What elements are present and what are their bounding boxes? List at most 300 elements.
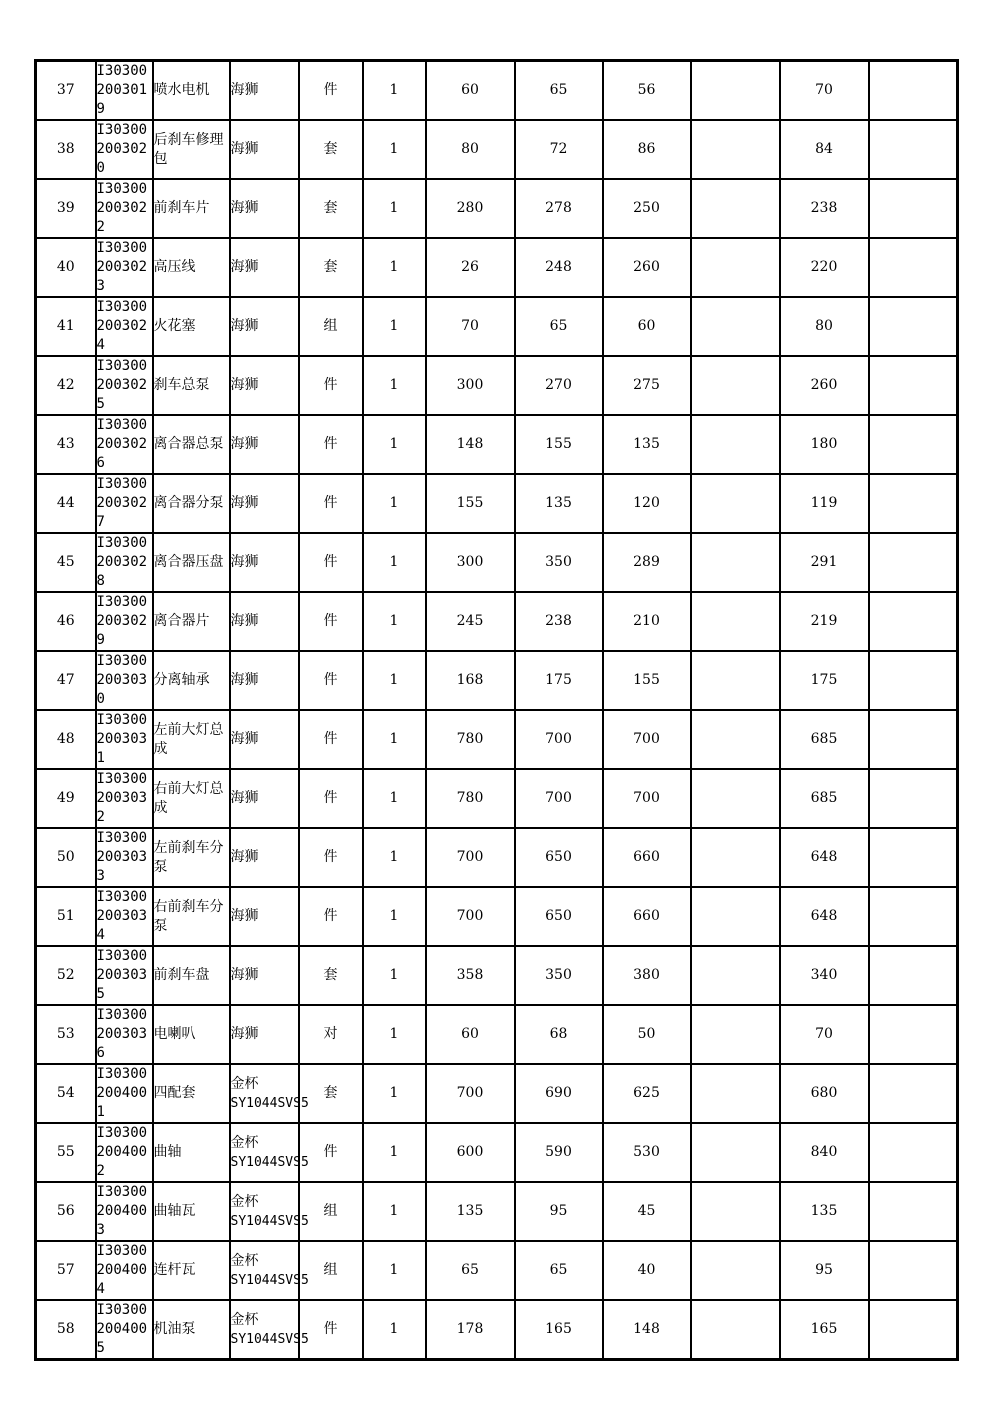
cell-part-name: 喷水电机 — [153, 61, 230, 121]
cell-unit: 组 — [299, 1182, 363, 1241]
cell-price-3: 625 — [603, 1064, 691, 1123]
cell-price-4 — [691, 415, 780, 474]
cell-index: 39 — [36, 179, 96, 238]
cell-index: 46 — [36, 592, 96, 651]
cell-price-2: 175 — [515, 651, 603, 710]
table-row — [36, 1005, 958, 1064]
table-body — [36, 61, 958, 1360]
cell-unit: 组 — [299, 297, 363, 356]
cell-price-4 — [691, 651, 780, 710]
cell-index: 56 — [36, 1182, 96, 1241]
cell-brand — [230, 1123, 309, 1182]
cell-price-5: 840 — [780, 1123, 869, 1182]
cell-brand — [230, 415, 299, 474]
cell-price-3: 700 — [603, 769, 691, 828]
cell-price-6 — [869, 1123, 958, 1182]
cell-brand — [230, 1064, 309, 1123]
cell-code: I303002004003 — [96, 1182, 153, 1241]
cell-brand — [230, 1005, 299, 1064]
cell-index: 51 — [36, 887, 96, 946]
cell-price-2: 68 — [515, 1005, 603, 1064]
cell-price-3: 135 — [603, 415, 691, 474]
cell-price-5: 70 — [780, 61, 869, 121]
cell-part-name: 离合器分泵 — [153, 474, 230, 533]
cell-price-2: 165 — [515, 1300, 603, 1360]
cell-part-name: 前刹车片 — [153, 179, 230, 238]
cell-price-4 — [691, 828, 780, 887]
brand-name: 海狮 — [230, 436, 259, 452]
cell-quantity: 1 — [363, 474, 426, 533]
cell-unit: 套 — [299, 120, 363, 179]
cell-part-name: 高压线 — [153, 238, 230, 297]
cell-quantity: 1 — [363, 356, 426, 415]
cell-price-6 — [869, 828, 958, 887]
cell-quantity: 1 — [363, 1241, 426, 1300]
table-row — [36, 828, 958, 887]
cell-code: I303002003019 — [96, 61, 153, 121]
cell-price-2: 155 — [515, 415, 603, 474]
table-row — [36, 297, 958, 356]
cell-price-3: 289 — [603, 533, 691, 592]
cell-unit: 件 — [299, 828, 363, 887]
cell-quantity: 1 — [363, 297, 426, 356]
cell-price-6 — [869, 710, 958, 769]
cell-price-4 — [691, 592, 780, 651]
cell-quantity: 1 — [363, 710, 426, 769]
cell-price-6 — [869, 61, 958, 121]
cell-quantity: 1 — [363, 179, 426, 238]
cell-price-3: 148 — [603, 1300, 691, 1360]
cell-part-name: 机油泵 — [153, 1300, 230, 1360]
table-row — [36, 474, 958, 533]
cell-unit: 对 — [299, 1005, 363, 1064]
table-row — [36, 356, 958, 415]
brand-name: 海狮 — [230, 1026, 259, 1042]
cell-price-1: 700 — [426, 887, 515, 946]
table-row — [36, 1123, 958, 1182]
cell-quantity: 1 — [363, 61, 426, 121]
cell-code: I303002004005 — [96, 1300, 153, 1360]
cell-quantity: 1 — [363, 120, 426, 179]
cell-code: I303002003026 — [96, 415, 153, 474]
cell-price-5: 219 — [780, 592, 869, 651]
table-row — [36, 1241, 958, 1300]
cell-brand — [230, 61, 299, 121]
cell-price-2: 248 — [515, 238, 603, 297]
cell-quantity: 1 — [363, 651, 426, 710]
cell-price-4 — [691, 769, 780, 828]
cell-brand — [230, 356, 299, 415]
cell-part-name: 前刹车盘 — [153, 946, 230, 1005]
cell-quantity: 1 — [363, 1123, 426, 1182]
brand-name: 海狮 — [230, 495, 259, 511]
cell-index: 37 — [36, 61, 96, 121]
brand-name: 海狮 — [230, 613, 259, 629]
cell-brand — [230, 1241, 309, 1300]
cell-price-6 — [869, 1064, 958, 1123]
cell-price-5: 135 — [780, 1182, 869, 1241]
brand-name: 海狮 — [230, 790, 259, 806]
cell-price-5: 165 — [780, 1300, 869, 1360]
cell-brand — [230, 887, 299, 946]
cell-price-3: 50 — [603, 1005, 691, 1064]
brand-name: 金杯 — [230, 1311, 259, 1328]
cell-unit: 件 — [299, 356, 363, 415]
cell-part-name: 左前刹车分泵 — [153, 828, 230, 887]
cell-price-1: 70 — [426, 297, 515, 356]
table-row — [36, 415, 958, 474]
cell-index: 57 — [36, 1241, 96, 1300]
cell-price-6 — [869, 356, 958, 415]
cell-price-5: 685 — [780, 710, 869, 769]
cell-unit: 件 — [299, 1123, 363, 1182]
cell-quantity: 1 — [363, 1300, 426, 1360]
cell-index: 44 — [36, 474, 96, 533]
cell-part-name: 分离轴承 — [153, 651, 230, 710]
cell-index: 48 — [36, 710, 96, 769]
cell-brand — [230, 474, 299, 533]
cell-brand — [230, 592, 299, 651]
cell-code: I303002003023 — [96, 238, 153, 297]
cell-code: I303002003024 — [96, 297, 153, 356]
cell-price-4 — [691, 179, 780, 238]
cell-index: 43 — [36, 415, 96, 474]
cell-price-6 — [869, 1300, 958, 1360]
cell-price-3: 275 — [603, 356, 691, 415]
brand-name: 海狮 — [230, 141, 259, 157]
cell-quantity: 1 — [363, 1005, 426, 1064]
cell-price-3: 700 — [603, 710, 691, 769]
table-row — [36, 1182, 958, 1241]
cell-price-5: 84 — [780, 120, 869, 179]
cell-price-2: 650 — [515, 828, 603, 887]
brand-name: 海狮 — [230, 908, 259, 924]
cell-part-name: 左前大灯总成 — [153, 710, 230, 769]
cell-quantity: 1 — [363, 533, 426, 592]
table-row — [36, 651, 958, 710]
cell-part-name: 曲轴 — [153, 1123, 230, 1182]
cell-unit: 套 — [299, 946, 363, 1005]
cell-unit: 件 — [299, 651, 363, 710]
cell-brand — [230, 946, 299, 1005]
cell-price-6 — [869, 946, 958, 1005]
cell-price-1: 155 — [426, 474, 515, 533]
cell-brand — [230, 769, 299, 828]
cell-index: 38 — [36, 120, 96, 179]
brand-name: 海狮 — [230, 731, 259, 747]
cell-price-5: 260 — [780, 356, 869, 415]
table-row — [36, 61, 958, 121]
cell-price-1: 168 — [426, 651, 515, 710]
cell-price-1: 80 — [426, 120, 515, 179]
cell-price-5: 238 — [780, 179, 869, 238]
cell-brand — [230, 710, 299, 769]
cell-part-name: 电喇叭 — [153, 1005, 230, 1064]
cell-price-5: 119 — [780, 474, 869, 533]
cell-price-5: 680 — [780, 1064, 869, 1123]
brand-name: 海狮 — [230, 259, 259, 275]
cell-code: I303002004002 — [96, 1123, 153, 1182]
cell-price-6 — [869, 120, 958, 179]
cell-price-6 — [869, 1005, 958, 1064]
cell-price-6 — [869, 297, 958, 356]
cell-price-4 — [691, 1005, 780, 1064]
cell-price-6 — [869, 651, 958, 710]
brand-name: 金杯 — [230, 1252, 259, 1269]
cell-price-2: 65 — [515, 297, 603, 356]
cell-price-1: 65 — [426, 1241, 515, 1300]
cell-brand — [230, 651, 299, 710]
cell-price-4 — [691, 1241, 780, 1300]
cell-price-4 — [691, 356, 780, 415]
cell-quantity: 1 — [363, 946, 426, 1005]
cell-price-3: 60 — [603, 297, 691, 356]
cell-price-6 — [869, 769, 958, 828]
cell-unit: 件 — [299, 533, 363, 592]
cell-price-5: 175 — [780, 651, 869, 710]
cell-price-2: 72 — [515, 120, 603, 179]
cell-price-4 — [691, 120, 780, 179]
brand-name: 海狮 — [230, 967, 259, 983]
cell-price-1: 148 — [426, 415, 515, 474]
cell-price-5: 180 — [780, 415, 869, 474]
cell-price-5: 685 — [780, 769, 869, 828]
brand-model: SY1044SVS5 — [230, 1272, 309, 1288]
cell-price-4 — [691, 887, 780, 946]
cell-price-6 — [869, 179, 958, 238]
cell-brand — [230, 533, 299, 592]
cell-unit: 件 — [299, 415, 363, 474]
cell-price-5: 648 — [780, 828, 869, 887]
cell-part-name: 右前大灯总成 — [153, 769, 230, 828]
cell-index: 45 — [36, 533, 96, 592]
cell-code: I303002004001 — [96, 1064, 153, 1123]
cell-price-3: 260 — [603, 238, 691, 297]
cell-price-1: 600 — [426, 1123, 515, 1182]
cell-price-3: 660 — [603, 828, 691, 887]
cell-brand — [230, 179, 299, 238]
cell-part-name: 离合器总泵 — [153, 415, 230, 474]
cell-index: 40 — [36, 238, 96, 297]
table-row — [36, 120, 958, 179]
cell-brand — [230, 828, 299, 887]
cell-price-2: 690 — [515, 1064, 603, 1123]
cell-index: 54 — [36, 1064, 96, 1123]
cell-code: I303002003035 — [96, 946, 153, 1005]
cell-part-name: 刹车总泵 — [153, 356, 230, 415]
cell-code: I303002003027 — [96, 474, 153, 533]
cell-price-3: 120 — [603, 474, 691, 533]
cell-price-1: 60 — [426, 1005, 515, 1064]
cell-code: I303002003022 — [96, 179, 153, 238]
cell-price-6 — [869, 1241, 958, 1300]
cell-price-2: 700 — [515, 710, 603, 769]
cell-price-1: 245 — [426, 592, 515, 651]
cell-index: 52 — [36, 946, 96, 1005]
brand-model: SY1044SVS5 — [230, 1095, 309, 1111]
cell-unit: 套 — [299, 1064, 363, 1123]
cell-quantity: 1 — [363, 238, 426, 297]
cell-part-name: 右前刹车分泵 — [153, 887, 230, 946]
cell-price-2: 350 — [515, 946, 603, 1005]
cell-price-1: 700 — [426, 828, 515, 887]
cell-unit: 件 — [299, 474, 363, 533]
cell-part-name: 四配套 — [153, 1064, 230, 1123]
brand-name: 海狮 — [230, 82, 259, 98]
cell-price-4 — [691, 946, 780, 1005]
cell-code: I303002003020 — [96, 120, 153, 179]
cell-price-5: 220 — [780, 238, 869, 297]
cell-price-1: 26 — [426, 238, 515, 297]
cell-code: I303002004004 — [96, 1241, 153, 1300]
cell-code: I303002003031 — [96, 710, 153, 769]
cell-quantity: 1 — [363, 592, 426, 651]
brand-name: 海狮 — [230, 200, 259, 216]
cell-price-4 — [691, 1182, 780, 1241]
cell-code: I303002003034 — [96, 887, 153, 946]
cell-price-6 — [869, 474, 958, 533]
cell-price-2: 65 — [515, 1241, 603, 1300]
cell-part-name: 火花塞 — [153, 297, 230, 356]
table-row — [36, 710, 958, 769]
cell-price-1: 178 — [426, 1300, 515, 1360]
cell-unit: 套 — [299, 238, 363, 297]
cell-index: 47 — [36, 651, 96, 710]
cell-price-6 — [869, 1182, 958, 1241]
brand-model: SY1044SVS5 — [230, 1154, 309, 1170]
brand-name: 海狮 — [230, 377, 259, 393]
cell-price-5: 291 — [780, 533, 869, 592]
cell-price-2: 278 — [515, 179, 603, 238]
cell-price-4 — [691, 61, 780, 121]
cell-code: I303002003025 — [96, 356, 153, 415]
cell-code: I303002003029 — [96, 592, 153, 651]
cell-price-3: 530 — [603, 1123, 691, 1182]
cell-price-3: 56 — [603, 61, 691, 121]
brand-name: 海狮 — [230, 849, 259, 865]
cell-price-4 — [691, 1123, 780, 1182]
cell-index: 50 — [36, 828, 96, 887]
price-table — [34, 59, 959, 1361]
cell-price-2: 590 — [515, 1123, 603, 1182]
cell-price-1: 300 — [426, 533, 515, 592]
cell-price-1: 300 — [426, 356, 515, 415]
cell-price-4 — [691, 533, 780, 592]
table-row — [36, 238, 958, 297]
cell-price-2: 270 — [515, 356, 603, 415]
cell-index: 49 — [36, 769, 96, 828]
cell-code: I303002003030 — [96, 651, 153, 710]
cell-brand — [230, 238, 299, 297]
cell-index: 41 — [36, 297, 96, 356]
cell-price-4 — [691, 1064, 780, 1123]
cell-brand — [230, 1182, 309, 1241]
brand-name: 海狮 — [230, 554, 259, 570]
cell-price-3: 380 — [603, 946, 691, 1005]
cell-price-4 — [691, 1300, 780, 1360]
cell-price-5: 648 — [780, 887, 869, 946]
cell-quantity: 1 — [363, 1064, 426, 1123]
cell-index: 53 — [36, 1005, 96, 1064]
table-row — [36, 1300, 958, 1360]
cell-price-4 — [691, 297, 780, 356]
cell-price-1: 60 — [426, 61, 515, 121]
cell-unit: 件 — [299, 769, 363, 828]
cell-code: I303002003028 — [96, 533, 153, 592]
cell-part-name: 离合器片 — [153, 592, 230, 651]
cell-index: 42 — [36, 356, 96, 415]
cell-quantity: 1 — [363, 415, 426, 474]
brand-name: 金杯 — [230, 1075, 259, 1092]
cell-index: 55 — [36, 1123, 96, 1182]
brand-name: 海狮 — [230, 672, 259, 688]
cell-price-5: 70 — [780, 1005, 869, 1064]
cell-price-1: 700 — [426, 1064, 515, 1123]
cell-price-5: 340 — [780, 946, 869, 1005]
cell-price-4 — [691, 710, 780, 769]
cell-price-2: 135 — [515, 474, 603, 533]
table-row — [36, 533, 958, 592]
cell-price-1: 280 — [426, 179, 515, 238]
cell-quantity: 1 — [363, 1182, 426, 1241]
cell-price-1: 135 — [426, 1182, 515, 1241]
cell-part-name: 曲轴瓦 — [153, 1182, 230, 1241]
cell-price-3: 210 — [603, 592, 691, 651]
cell-part-name: 后刹车修理包 — [153, 120, 230, 179]
table-row — [36, 887, 958, 946]
brand-name: 海狮 — [230, 318, 259, 334]
cell-price-1: 780 — [426, 710, 515, 769]
cell-brand — [230, 1300, 309, 1360]
cell-price-3: 660 — [603, 887, 691, 946]
cell-unit: 件 — [299, 710, 363, 769]
table-row — [36, 1064, 958, 1123]
cell-index: 58 — [36, 1300, 96, 1360]
cell-code: I303002003033 — [96, 828, 153, 887]
cell-price-3: 40 — [603, 1241, 691, 1300]
cell-price-3: 250 — [603, 179, 691, 238]
cell-price-1: 358 — [426, 946, 515, 1005]
cell-price-6 — [869, 887, 958, 946]
table-row — [36, 592, 958, 651]
cell-price-2: 95 — [515, 1182, 603, 1241]
cell-price-2: 700 — [515, 769, 603, 828]
cell-price-2: 350 — [515, 533, 603, 592]
cell-unit: 套 — [299, 179, 363, 238]
cell-unit: 件 — [299, 1300, 363, 1360]
brand-name: 金杯 — [230, 1193, 259, 1210]
cell-unit: 件 — [299, 887, 363, 946]
cell-price-2: 238 — [515, 592, 603, 651]
table-row — [36, 769, 958, 828]
cell-quantity: 1 — [363, 769, 426, 828]
cell-price-2: 65 — [515, 61, 603, 121]
table-row — [36, 179, 958, 238]
cell-price-5: 95 — [780, 1241, 869, 1300]
cell-price-6 — [869, 533, 958, 592]
cell-price-6 — [869, 592, 958, 651]
cell-part-name: 离合器压盘 — [153, 533, 230, 592]
cell-quantity: 1 — [363, 887, 426, 946]
cell-price-3: 86 — [603, 120, 691, 179]
cell-price-1: 780 — [426, 769, 515, 828]
cell-brand — [230, 297, 299, 356]
cell-price-2: 650 — [515, 887, 603, 946]
brand-name: 金杯 — [230, 1134, 259, 1151]
brand-model: SY1044SVS5 — [230, 1213, 309, 1229]
cell-code: I303002003036 — [96, 1005, 153, 1064]
table-row — [36, 946, 958, 1005]
